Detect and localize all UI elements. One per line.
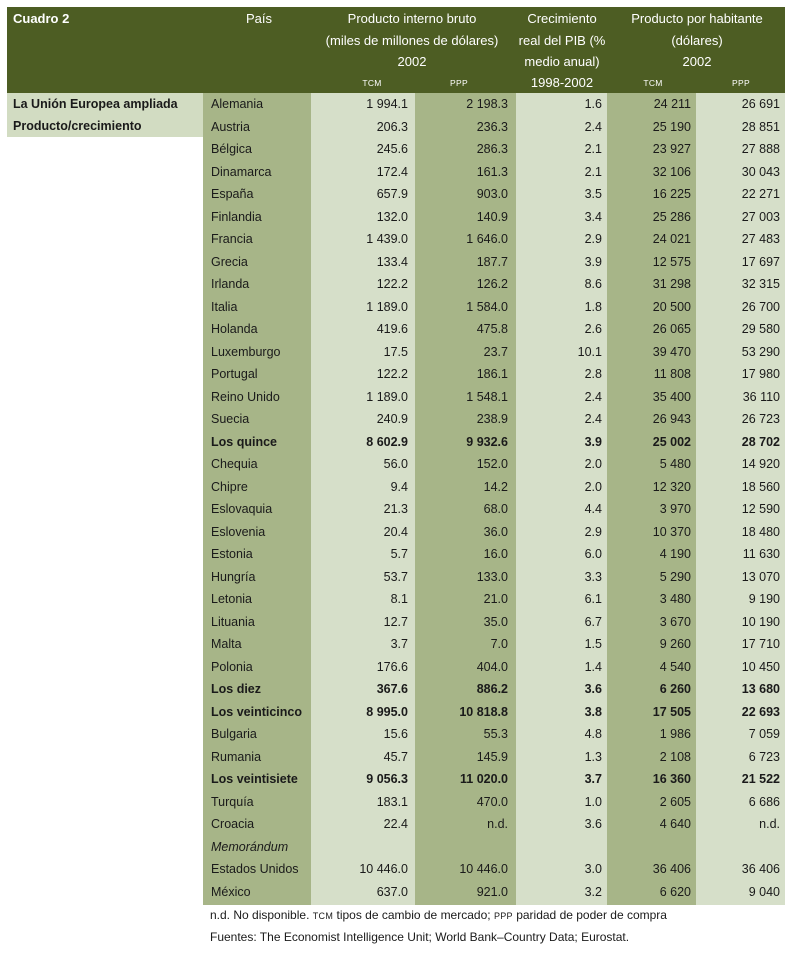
footnote-ppp-text: paridad de poder de compra: [516, 908, 667, 922]
gdp-tcm-cell: 15.6: [383, 727, 408, 741]
gdp-ppp-cell: 1 548.1: [466, 389, 508, 404]
per-capita-tcm-cell: 32 106: [652, 164, 691, 179]
table-row: [203, 611, 785, 634]
per-capita-tcm-cell: 26 065: [652, 322, 691, 336]
growth-cell: 1.3: [584, 749, 602, 764]
per-capita-ppp-cell: 27 888: [741, 142, 780, 156]
per-capita-tcm-cell: 3 480: [659, 592, 691, 606]
per-capita-ppp-header: PPP: [732, 78, 750, 88]
per-capita-ppp-cell: 29 580: [741, 322, 780, 336]
growth-cell: 2.1: [584, 164, 602, 179]
gdp-ppp-cell: 10 446.0: [459, 862, 508, 876]
per-capita-tcm-cell: 11 808: [653, 367, 691, 381]
table-row: [203, 363, 785, 386]
growth-cell: 8.6: [584, 277, 602, 291]
country-cell: Dinamarca: [211, 164, 272, 179]
caption-line2: Producto/crecimiento: [13, 119, 142, 133]
gdp-tcm-cell: 8 995.0: [366, 704, 408, 719]
footnote-tcm-text: tipos de cambio de mercado;: [336, 908, 491, 922]
per-capita-ppp-cell: 28 702: [741, 434, 780, 449]
table-row: [203, 296, 785, 319]
gdp-tcm-cell: 1 189.0: [366, 299, 408, 314]
country-cell: México: [211, 884, 251, 899]
per-capita-tcm-cell: 36 406: [652, 862, 691, 876]
growth-cell: 3.0: [584, 862, 602, 876]
subtotal-row: [203, 678, 785, 701]
growth-header-years: 1998-2002: [530, 75, 594, 90]
gdp-ppp-cell: n.d.: [487, 817, 508, 831]
gdp-ppp-cell: 21.0: [483, 592, 508, 606]
gdp-ppp-cell: 133.0: [476, 569, 508, 584]
table-header: [7, 7, 785, 93]
per-capita-tcm-cell: 31 298: [652, 277, 691, 291]
growth-cell: 2.4: [584, 389, 602, 404]
footnote-nd: n.d. No disponible.: [210, 908, 310, 922]
gdp-ppp-cell: 2 198.3: [466, 97, 508, 111]
growth-cell: 2.9: [584, 232, 602, 246]
country-cell: Turquía: [211, 794, 254, 809]
per-capita-header-line1: Producto por habitante: [631, 11, 763, 26]
table-row: [203, 791, 785, 814]
table-row: [203, 633, 785, 656]
table-row: [203, 453, 785, 476]
country-cell: Italia: [211, 299, 238, 314]
growth-cell: 2.4: [584, 119, 602, 134]
per-capita-tcm-cell: 20 500: [652, 299, 691, 314]
gdp-ppp-cell: 36.0: [483, 524, 508, 539]
per-capita-ppp-cell: 9 190: [748, 592, 780, 606]
gdp-ppp-cell: 55.3: [483, 727, 508, 741]
per-capita-tcm-cell: 6 260: [659, 682, 691, 696]
gdp-ppp-cell: 470.0: [476, 794, 508, 809]
gdp-tcm-cell: 657.9: [376, 187, 408, 201]
per-capita-ppp-cell: [696, 836, 780, 859]
gdp-ppp-cell: [415, 836, 508, 859]
country-cell: Los veinticinco: [211, 704, 302, 719]
per-capita-ppp-cell: 13 680: [741, 682, 780, 696]
country-cell: Hungría: [211, 569, 256, 584]
table-row: [203, 656, 785, 679]
table-row: [203, 138, 785, 161]
gdp-tcm-cell: 9.4: [390, 479, 408, 494]
gdp-tcm-cell: 9 056.3: [366, 772, 408, 786]
per-capita-ppp-cell: 11 630: [742, 547, 780, 561]
per-capita-tcm-cell: 16 360: [652, 772, 691, 786]
per-capita-ppp-cell: 17 710: [741, 637, 780, 651]
gdp-tcm-cell: 133.4: [376, 254, 408, 269]
gdp-ppp-cell: 10 818.8: [459, 704, 508, 719]
per-capita-ppp-cell: 6 723: [748, 749, 780, 764]
gdp-tcm-cell: 240.9: [376, 412, 408, 426]
gdp-tcm-cell: 1 994.1: [366, 97, 408, 111]
growth-cell: 3.7: [584, 772, 602, 786]
per-capita-tcm-cell: 23 927: [652, 142, 691, 156]
per-capita-tcm-cell: 4 640: [659, 817, 691, 831]
growth-cell: 1.0: [584, 794, 602, 809]
gdp-ppp-cell: 903.0: [476, 187, 508, 201]
memo-row: [203, 836, 785, 859]
per-capita-ppp-cell: n.d.: [759, 817, 780, 831]
growth-cell: 2.6: [584, 322, 602, 336]
growth-cell: 1.4: [584, 659, 602, 674]
gdp-tcm-cell: 10 446.0: [359, 862, 408, 876]
growth-cell: 1.6: [584, 97, 602, 111]
caption-line1: La Unión Europea ampliada: [13, 97, 178, 111]
gdp-tcm-cell: 172.4: [376, 164, 408, 179]
country-cell: Suecia: [211, 412, 250, 426]
per-capita-ppp-cell: 6 686: [748, 794, 780, 809]
per-capita-ppp-cell: 10 450: [741, 659, 780, 674]
table-row: [203, 386, 785, 409]
per-capita-ppp-cell: 27 003: [741, 209, 780, 224]
country-cell: Francia: [211, 232, 253, 246]
per-capita-tcm-cell: 25 002: [652, 434, 691, 449]
country-cell: Bélgica: [211, 142, 252, 156]
country-cell: Luxemburgo: [211, 344, 281, 359]
per-capita-ppp-cell: 36 110: [742, 389, 780, 404]
table-row: [203, 161, 785, 184]
growth-cell: 1.5: [584, 637, 602, 651]
gdp-tcm-cell: 45.7: [383, 749, 408, 764]
growth-header-line3: medio anual): [524, 54, 600, 69]
growth-cell: 6.0: [584, 547, 602, 561]
per-capita-tcm-cell: 12 320: [652, 479, 691, 494]
per-capita-ppp-cell: 26 691: [741, 97, 780, 111]
per-capita-ppp-cell: 10 190: [741, 614, 780, 629]
growth-cell: 2.4: [584, 412, 602, 426]
gdp-ppp-cell: 23.7: [483, 344, 508, 359]
country-cell: Grecia: [211, 254, 248, 269]
gdp-tcm-cell: 53.7: [383, 569, 408, 584]
gdp-tcm-cell: 3.7: [390, 637, 408, 651]
table-body: [203, 93, 785, 903]
country-cell: Lituania: [211, 614, 255, 629]
table-row: [203, 588, 785, 611]
per-capita-tcm-cell: 5 290: [659, 569, 691, 584]
gdp-tcm-cell: 1 439.0: [366, 232, 408, 246]
per-capita-ppp-cell: 7 059: [748, 727, 780, 741]
gdp-tcm-cell: 8.1: [390, 592, 408, 606]
growth-cell: 4.8: [584, 727, 602, 741]
gdp-ppp-cell: 475.8: [476, 322, 508, 336]
gdp-ppp-cell: 7.0: [490, 637, 508, 651]
country-cell: Los diez: [211, 682, 262, 696]
growth-cell: 10.1: [577, 344, 602, 359]
footnote-ppp-abbr: PPP: [493, 911, 513, 921]
per-capita-ppp-cell: 17 697: [741, 254, 780, 269]
footnote: [210, 908, 667, 922]
per-capita-ppp-cell: 17 980: [741, 367, 780, 381]
per-capita-ppp-cell: 28 851: [741, 119, 780, 134]
growth-cell: 2.8: [584, 367, 602, 381]
gdp-ppp-cell: 238.9: [476, 412, 508, 426]
growth-cell: 3.2: [584, 884, 602, 899]
per-capita-tcm-cell: 5 480: [659, 457, 691, 471]
country-cell: Chequia: [211, 457, 258, 471]
gdp-ppp-cell: 404.0: [476, 659, 508, 674]
country-cell: Estonia: [211, 547, 253, 561]
per-capita-ppp-cell: 26 723: [741, 412, 780, 426]
gdp-ppp-cell: 286.3: [476, 142, 508, 156]
table-row: [203, 566, 785, 589]
growth-cell: 3.9: [584, 254, 602, 269]
growth-cell: 6.1: [584, 592, 602, 606]
gdp-ppp-cell: 16.0: [483, 547, 508, 561]
per-capita-ppp-cell: 12 590: [741, 502, 780, 516]
table-row: [203, 746, 785, 769]
gdp-tcm-cell: 12.7: [383, 614, 408, 629]
country-cell: España: [211, 187, 254, 201]
footnote-tcm-abbr: TCM: [312, 911, 334, 921]
per-capita-tcm-header: TCM: [643, 78, 663, 88]
table-row: [203, 93, 785, 116]
per-capita-tcm-cell: 6 620: [659, 884, 691, 899]
subtotal-row: [203, 431, 785, 454]
growth-cell: 4.4: [584, 502, 602, 516]
per-capita-tcm-cell: [607, 836, 691, 859]
per-capita-ppp-cell: 22 271: [741, 187, 780, 201]
growth-cell: 2.0: [584, 457, 602, 471]
country-cell: Austria: [211, 119, 250, 134]
per-capita-ppp-cell: 26 700: [741, 299, 780, 314]
gdp-tcm-cell: 206.3: [376, 119, 408, 134]
gdp-header-line1: Producto interno bruto: [347, 11, 477, 26]
per-capita-header-year: 2002: [682, 54, 712, 69]
gdp-tcm-cell: 5.7: [390, 547, 408, 561]
per-capita-ppp-cell: 27 483: [741, 232, 780, 246]
gdp-tcm-cell: 8 602.9: [366, 434, 408, 449]
gdp-header-line2: (miles de millones de dólares): [325, 33, 499, 48]
table-row: [203, 251, 785, 274]
per-capita-tcm-cell: 1 986: [659, 727, 691, 741]
country-cell: Croacia: [211, 817, 255, 831]
per-capita-tcm-cell: 10 370: [652, 524, 691, 539]
gdp-ppp-cell: 35.0: [483, 614, 508, 629]
country-cell: Rumania: [211, 749, 262, 764]
per-capita-tcm-cell: 9 260: [659, 637, 691, 651]
per-capita-ppp-cell: 18 480: [741, 524, 780, 539]
per-capita-tcm-cell: 2 605: [659, 794, 691, 809]
per-capita-tcm-cell: 4 190: [659, 547, 691, 561]
country-cell: Holanda: [211, 322, 258, 336]
per-capita-tcm-cell: 26 943: [652, 412, 691, 426]
gdp-tcm-cell: 1 189.0: [366, 389, 408, 404]
sources: Fuentes: The Economist Intelligence Unit; World Bank–Country Data; Eurostat.: [210, 930, 630, 944]
growth-cell: [516, 836, 602, 859]
growth-header-line1: Crecimiento: [527, 11, 597, 26]
gdp-tcm-cell: 176.6: [376, 659, 408, 674]
gdp-tcm-cell: 637.0: [376, 884, 408, 899]
country-cell: Chipre: [211, 479, 248, 494]
gdp-ppp-cell: 11 020.0: [460, 772, 508, 786]
table-row: [203, 881, 785, 904]
country-cell: Alemania: [211, 97, 264, 111]
gdp-ppp-cell: 14.2: [483, 479, 508, 494]
gdp-ppp-cell: 161.3: [476, 164, 508, 179]
country-cell: Eslovaquia: [211, 502, 273, 516]
table-row: [203, 273, 785, 296]
per-capita-tcm-cell: 24 211: [653, 97, 691, 111]
per-capita-tcm-cell: 24 021: [652, 232, 691, 246]
country-cell: Finlandia: [211, 209, 262, 224]
table-row: [203, 408, 785, 431]
table-row: [203, 318, 785, 341]
country-cell: Los quince: [211, 434, 277, 449]
per-capita-ppp-cell: 13 070: [741, 569, 780, 584]
country-cell: Eslovenia: [211, 524, 266, 539]
per-capita-ppp-cell: 53 290: [741, 344, 780, 359]
table-row: [203, 813, 785, 836]
growth-cell: 3.5: [584, 187, 602, 201]
gdp-ppp-cell: 187.7: [476, 254, 508, 269]
per-capita-ppp-cell: 9 040: [748, 884, 780, 899]
gdp-tcm-header: TCM: [362, 78, 382, 88]
gdp-ppp-cell: 921.0: [476, 884, 508, 899]
gdp-tcm-cell: 122.2: [376, 277, 408, 291]
growth-cell: 3.6: [584, 817, 602, 831]
per-capita-tcm-cell: 25 286: [652, 209, 691, 224]
gdp-ppp-cell: 1 646.0: [466, 232, 508, 246]
gdp-tcm-cell: 132.0: [376, 209, 408, 224]
gdp-tcm-cell: 17.5: [383, 344, 408, 359]
per-capita-tcm-cell: 17 505: [652, 704, 691, 719]
per-capita-tcm-cell: 12 575: [652, 254, 691, 269]
gdp-tcm-cell: 56.0: [383, 457, 408, 471]
table-row: [203, 498, 785, 521]
per-capita-ppp-cell: 32 315: [741, 277, 780, 291]
per-capita-ppp-cell: 14 920: [741, 457, 780, 471]
per-capita-ppp-cell: 36 406: [741, 862, 780, 876]
country-column-header: País: [246, 11, 273, 26]
per-capita-tcm-cell: 3 970: [659, 502, 691, 516]
growth-header-line2: real del PIB (%: [518, 33, 606, 48]
per-capita-ppp-cell: 22 693: [741, 704, 780, 719]
growth-cell: 1.8: [584, 299, 602, 314]
country-cell: Los veintisiete: [211, 772, 298, 786]
growth-cell: 3.9: [584, 434, 602, 449]
gdp-ppp-cell: 68.0: [483, 502, 508, 516]
per-capita-tcm-cell: 25 190: [652, 119, 691, 134]
table-row: [203, 476, 785, 499]
per-capita-ppp-cell: 18 560: [741, 479, 780, 494]
country-cell: Bulgaria: [211, 727, 257, 741]
gdp-tcm-cell: [311, 836, 408, 859]
table-row: [203, 521, 785, 544]
per-capita-tcm-cell: 2 108: [659, 749, 691, 764]
gdp-ppp-cell: 152.0: [476, 457, 508, 471]
per-capita-tcm-cell: 16 225: [652, 187, 691, 201]
table-row: [203, 341, 785, 364]
gdp-ppp-cell: 186.1: [476, 367, 508, 381]
growth-cell: 2.9: [584, 524, 602, 539]
growth-cell: 3.4: [584, 209, 602, 224]
table-row: [203, 543, 785, 566]
per-capita-tcm-cell: 35 400: [652, 389, 691, 404]
per-capita-tcm-cell: 4 540: [659, 659, 691, 674]
growth-cell: 3.8: [584, 704, 602, 719]
gdp-ppp-cell: 145.9: [476, 749, 508, 764]
table-row: [203, 183, 785, 206]
country-cell: Reino Unido: [211, 389, 280, 404]
gdp-tcm-cell: 122.2: [376, 367, 408, 381]
gdp-ppp-cell: 886.2: [476, 682, 508, 696]
growth-cell: 3.6: [584, 682, 602, 696]
country-cell: Irlanda: [211, 277, 250, 291]
table-row: [203, 228, 785, 251]
growth-cell: 6.7: [584, 614, 602, 629]
gdp-ppp-cell: 236.3: [476, 119, 508, 134]
gdp-tcm-cell: 245.6: [376, 142, 408, 156]
subtotal-row: [203, 701, 785, 724]
country-cell: Letonia: [211, 592, 253, 606]
country-cell: Polonia: [211, 659, 253, 674]
growth-cell: 2.1: [584, 142, 602, 156]
subtotal-row: [203, 768, 785, 791]
per-capita-tcm-cell: 39 470: [652, 344, 691, 359]
gdp-tcm-cell: 183.1: [376, 794, 408, 809]
table-caption: [7, 93, 203, 137]
gdp-tcm-cell: 367.6: [376, 682, 408, 696]
country-cell: Estados Unidos: [211, 862, 299, 876]
growth-cell: 3.3: [584, 569, 602, 584]
country-cell: Malta: [211, 637, 242, 651]
gdp-tcm-cell: 21.3: [383, 502, 408, 516]
table-number: Cuadro 2: [13, 11, 70, 26]
gdp-tcm-cell: 22.4: [383, 817, 408, 831]
per-capita-ppp-cell: 30 043: [741, 164, 780, 179]
table-row: [203, 723, 785, 746]
table-row: [203, 206, 785, 229]
gdp-ppp-cell: 126.2: [476, 277, 508, 291]
gdp-tcm-cell: 419.6: [376, 322, 408, 336]
per-capita-ppp-cell: 21 522: [741, 772, 780, 786]
country-cell: Memorándum: [211, 839, 289, 854]
gdp-ppp-cell: 9 932.6: [466, 434, 508, 449]
per-capita-header-line2: (dólares): [671, 33, 723, 48]
gdp-ppp-cell: 140.9: [476, 209, 508, 224]
growth-cell: 2.0: [584, 479, 602, 494]
table-row: [203, 116, 785, 139]
per-capita-tcm-cell: 3 670: [659, 614, 691, 629]
gdp-ppp-cell: 1 584.0: [466, 299, 508, 314]
gdp-ppp-header: PPP: [450, 78, 468, 88]
gdp-tcm-cell: 20.4: [383, 524, 408, 539]
country-cell: Portugal: [211, 367, 258, 381]
gdp-header-year: 2002: [397, 54, 427, 69]
table-row: [203, 858, 785, 881]
